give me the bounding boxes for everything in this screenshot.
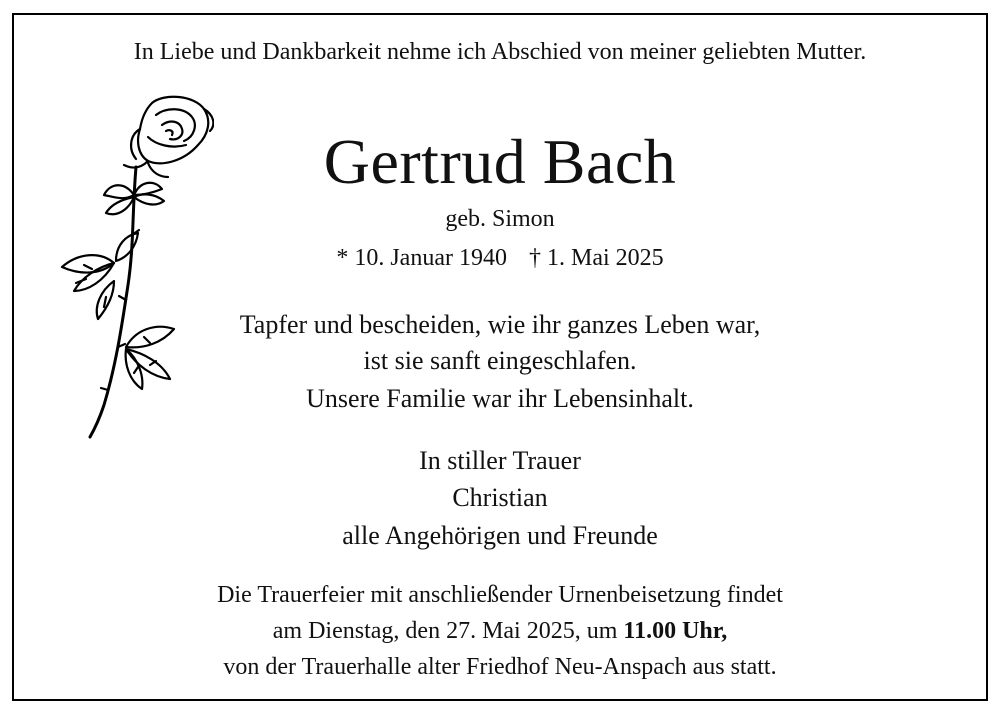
maiden-name: geb. Simon xyxy=(445,206,555,232)
quote-line: ist sie sanft eingeschlafen. xyxy=(363,346,637,375)
intro-text: In Liebe und Dankbarkeit nehme ich Abschied von meiner geliebten Mutter. xyxy=(133,39,867,65)
service-line xyxy=(14,618,986,645)
death-date: † 1. Mai 2025 xyxy=(528,245,664,271)
service-date: am Dienstag, den 27. Mai 2025, um xyxy=(272,618,618,644)
birth-date: * 10. Januar 1940 xyxy=(336,245,507,271)
quote-line: Unsere Familie war ihr Lebensinhalt. xyxy=(306,384,694,413)
service-line: Die Trauerfeier mit anschließender Urnenbeisetzung findet xyxy=(217,582,783,608)
deceased-name: Gertrud Bach xyxy=(323,126,677,197)
mourners-line: In stiller Trauer xyxy=(419,446,581,475)
mourners-line: Christian xyxy=(452,483,548,512)
service-time: 11.00 Uhr, xyxy=(623,618,728,644)
obituary-card xyxy=(12,13,988,701)
quote-line: Tapfer und bescheiden, wie ihr ganzes Leben war, xyxy=(239,310,761,339)
service-line: von der Trauerhalle alter Friedhof Neu-Anspach aus statt. xyxy=(223,654,777,680)
mourners-line: alle Angehörigen und Freunde xyxy=(342,521,658,550)
life-dates xyxy=(14,245,986,272)
